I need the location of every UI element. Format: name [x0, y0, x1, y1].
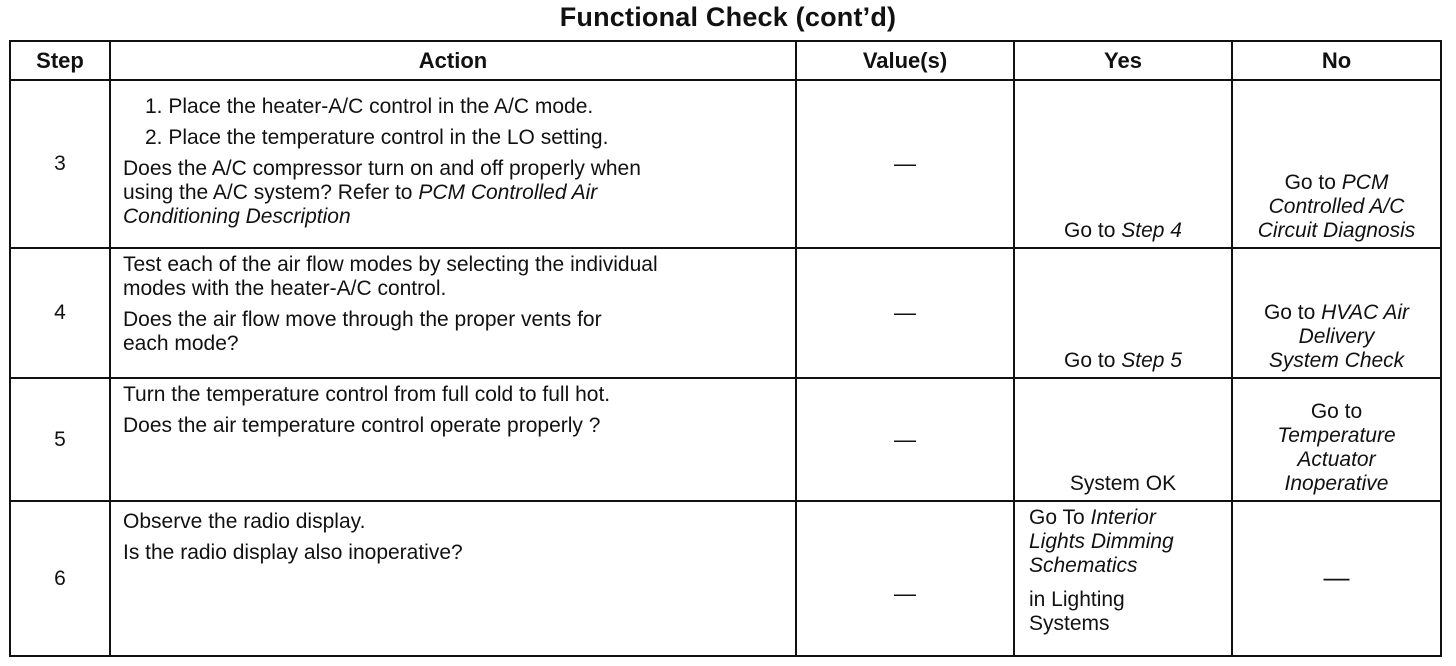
- no-line: [1233, 325, 1440, 349]
- question-text: Is the radio display also inoperative?: [123, 541, 463, 564]
- no-reference: Circuit Diagnosis: [1257, 219, 1416, 242]
- no-reference: PCM: [1341, 171, 1389, 194]
- step-cell: 3: [10, 80, 110, 248]
- no-cell: [1232, 248, 1441, 378]
- header-row: [10, 41, 1441, 80]
- action-line: Test each of the air flow modes by selecting the individual: [123, 253, 658, 276]
- action-text: Observe the radio display.: [123, 510, 366, 533]
- table-row: [10, 378, 1441, 501]
- yes-reference: Step 5: [1121, 349, 1182, 372]
- no-prefix: Go to: [1310, 400, 1363, 423]
- table-row: [10, 80, 1441, 248]
- header-no: No: [1232, 41, 1441, 80]
- question-line: Does the air flow move through the proper vents for: [123, 308, 602, 331]
- action-cell: [110, 501, 796, 656]
- table-row: [10, 248, 1441, 378]
- no-line: [1233, 424, 1440, 448]
- no-line: [1233, 301, 1440, 325]
- page-title: Functional Check (cont’d): [559, 2, 897, 32]
- step-cell: 5: [10, 378, 110, 501]
- reference-link: Conditioning Description: [123, 205, 351, 228]
- no-line: [1233, 349, 1440, 373]
- question-line: Does the A/C compressor turn on and off properly when: [123, 157, 641, 180]
- step-cell: 4: [10, 248, 110, 378]
- yes-cell: [1014, 80, 1232, 248]
- no-reference: HVAC Air: [1321, 301, 1410, 324]
- value-cell: —: [796, 80, 1014, 248]
- no-line: [1233, 448, 1440, 472]
- no-cell: [1232, 378, 1441, 501]
- yes-prefix: Go To: [1029, 506, 1091, 529]
- header-values: Value(s): [796, 41, 1014, 80]
- header-step: Step: [10, 41, 110, 80]
- yes-reference: Lights Dimming: [1029, 530, 1174, 553]
- question-text: [123, 308, 785, 356]
- action-cell: [110, 378, 796, 501]
- no-reference: Actuator: [1297, 448, 1376, 471]
- yes-line: [1029, 506, 1225, 530]
- action-item: 2. Place the temperature control in the LO setting.: [145, 126, 609, 149]
- action-cell: [110, 80, 796, 248]
- no-line: [1233, 472, 1440, 496]
- no-reference: Temperature: [1277, 424, 1396, 447]
- yes-reference: Interior: [1090, 506, 1156, 529]
- question-text: [123, 157, 785, 229]
- no-prefix: Go to: [1284, 171, 1342, 194]
- no-cell: [1232, 80, 1441, 248]
- question-line: each mode?: [123, 332, 239, 355]
- no-reference: Inoperative: [1284, 472, 1389, 495]
- value-cell: —: [796, 501, 1014, 656]
- yes-reference: Schematics: [1029, 554, 1138, 577]
- question-line-text: using the A/C system? Refer to: [123, 181, 419, 204]
- yes-line: in Lighting: [1029, 588, 1125, 611]
- yes-cell: [1014, 248, 1232, 378]
- no-cell: —: [1232, 501, 1441, 656]
- reference-link: PCM Controlled Air: [418, 181, 598, 204]
- yes-line: Systems: [1029, 612, 1110, 635]
- no-reference: System Check: [1268, 349, 1405, 372]
- question-line: [123, 181, 785, 205]
- no-reference: Controlled A/C: [1268, 195, 1405, 218]
- action-text: [123, 253, 785, 301]
- action-item: 1. Place the heater-A/C control in the A/C mode.: [145, 95, 594, 118]
- step-cell: 6: [10, 501, 110, 656]
- yes-cell: System OK: [1014, 378, 1232, 501]
- no-line: [1233, 219, 1440, 243]
- yes-line: [1029, 530, 1225, 554]
- no-reference: Delivery: [1298, 325, 1375, 348]
- table-row: [10, 501, 1441, 656]
- yes-cell: [1014, 501, 1232, 656]
- action-cell: [110, 248, 796, 378]
- no-prefix: Go to: [1263, 301, 1322, 324]
- action-line: modes with the heater-A/C control.: [123, 277, 447, 300]
- yes-prefix: Go to: [1064, 219, 1122, 242]
- question-text: Does the air temperature control operate properly ?: [123, 414, 601, 437]
- yes-reference: Step 4: [1121, 219, 1182, 242]
- value-cell: —: [796, 378, 1014, 501]
- question-line: [123, 205, 785, 229]
- header-yes: Yes: [1014, 41, 1232, 80]
- yes-line: [1029, 554, 1225, 578]
- functional-check-table: [9, 40, 1442, 657]
- yes-prefix: Go to: [1064, 349, 1122, 372]
- header-action: Action: [110, 41, 796, 80]
- no-line: [1233, 171, 1440, 195]
- action-text: Turn the temperature control from full cold to full hot.: [123, 383, 611, 406]
- no-line: [1233, 195, 1440, 219]
- value-cell: —: [796, 248, 1014, 378]
